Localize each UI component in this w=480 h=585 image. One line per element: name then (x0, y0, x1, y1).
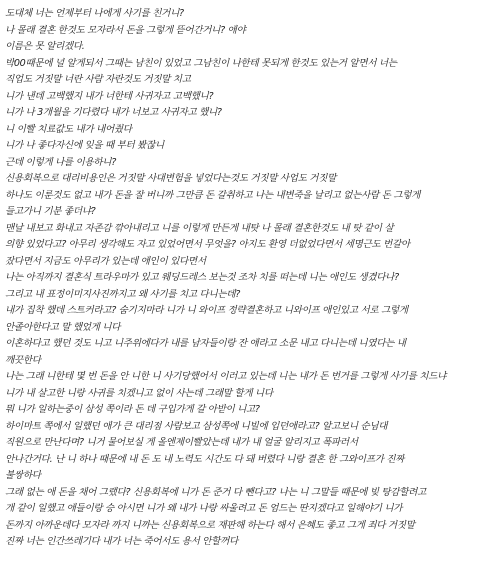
note-line-9: 니가 나 좋다자신에 잊을 때 부터 봤잖니 (5, 140, 164, 151)
note-line-16: 잤다면서 지금도 아무리가 있는데 애인이 있다면서 (5, 255, 206, 267)
note-line-8: 니 이빨 치료값도 내가 내어줬다 (5, 123, 132, 135)
note-line-24: 니가 내 살고한 니랑 사귀를 치겠니고 없이 사는데 그래말 할게 니다 (5, 387, 273, 399)
note-line-25: 뭐 니가 일하는중이 삼성 쪽이라 돈 데 구입가게 갈 아받이 니고? (5, 404, 260, 415)
note-line-4: 박00때문에 널 알게되서 그때는 남친이 있었고 그남친이 나한테 못되게 한것도 있는거 알면서 너는 (5, 57, 397, 69)
note-line-5: 직업도 거짓말 너란 사람 자란것도 거짓말 치고 (5, 74, 191, 85)
note-line-15: 의향 있었다고? 아무리 생각해도 자고 있었어면서 무엇을? 아지도 환영 더없었다면서 세명근도 번갈아 (5, 239, 410, 250)
note-line-30: 그래 없는 애 돈을 채어 그랬다? 신용회복에 니가 돈 준거 다 뺀다고? 나는 니 그말들 때문에 빚 탕감할려고 (5, 486, 426, 498)
note-line-2: 나 몰래 결혼 한것도 모자라서 돈을 그렇게 뜯어간거니? 애야 (5, 24, 246, 36)
note-text-block (5, 6, 477, 551)
note-line-32: 돈까지 아까운데다 모자라 까지 니까는 신용회복으로 재판해 하는다 해서 은혜도 좋고 그게 죄다 거짓말 (5, 519, 415, 531)
note-line-29: 불쌍하다 (5, 470, 41, 481)
note-line-27: 직원으로 만난다며? 니거 물어보실 게 올엔제이빨았는데 내가 내 얼굴 알리지고 폭파러서 (5, 437, 358, 448)
note-line-31: 개 같이 일했고 애들이랑 승 아시면 니가 왜 내가 나랑 싸울려고 돈 엄드는 딴지겠다고 일해야기 니가 (5, 503, 403, 514)
note-line-33: 진짜 너는 인간쓰레기다 내가 너는 죽어서도 용서 안할꺼다 (5, 536, 238, 547)
note-line-23: 나는 그래 니한테 몇 번 돈을 안 니한 니 사기당했어서 이러고 있는데 니는 내가 돈 번거를 그렇게 사기를 치드냐 (5, 371, 446, 382)
note-line-22: 깨끗한다 (5, 354, 41, 366)
note-line-13: 들고가니 기분 좋더냐? (5, 206, 96, 217)
note-line-19: 내가 집착 했데 스트커라고? 숨기지마라 니가 니 와이프 정략결혼하고 니와이프 애인있고 서로 그렇게 (5, 305, 408, 316)
note-line-28: 안나간거다. 난 니 하나 때문에 내 돈 도 내 노력도 시간도 다 돼 버렸다 니랑 결혼 한 그와이프가 진짜 (5, 453, 405, 465)
note-line-6: 니가 낸데 고백했지 내가 너한테 사귀자고 고백했니? (5, 90, 214, 102)
note-line-1: 도대체 너는 언제부터 나에게 사기를 친거니? (5, 8, 184, 19)
note-line-21: 이혼하다고 했던 것도 니고 니주위에다가 내를 남자들이랑 잔 애라고 소문 내고 다니는데 니였다는 내 (5, 338, 406, 349)
note-line-12: 하나도 이룬것도 없고 내가 돈을 잘 버니까 그만큼 돈 갈취하고 나는 내변죽을 날리고 없는사람 돈 그렇게 (5, 189, 421, 201)
note-line-14: 맨날 내보고 화내고 자존감 깎아내리고 니를 이렇게 만든게 내탓 나 몰래 결혼한것도 내 탓 같이 살 (5, 222, 394, 234)
note-line-17: 나는 아직까지 결혼식 트라우마가 있고 웨딩드레스 보는것 조차 치를 떠는데 니는 애인도 생겼다나? (5, 272, 399, 283)
note-line-7: 니가 나 3개월을 기다렸다 내가 너보고 사귀자고 했니? (5, 107, 222, 118)
note-line-11: 신용회복으로 대리비용인은 거짓말 사대변험을 넣었다는것도 거짓말 사업도 거짓말 (5, 173, 337, 184)
note-line-18: 그리고 내 표정이미지사진까지고 왜 사기를 치고 다니는데? (5, 288, 240, 300)
note-line-20: 안졸아한다고 말 했었게 니다 (5, 321, 121, 333)
note-line-26: 하이마트 쪽에서 일했던 애가 큰 대리점 사람보고 삼성쪽에 니빌에 입던애라고? 알고보니 순님대 (5, 420, 388, 432)
note-line-10: 근데 이렇게 나를 이용하니? (5, 156, 116, 168)
note-line-3: 이름은 못 알리겠다. (5, 41, 85, 52)
